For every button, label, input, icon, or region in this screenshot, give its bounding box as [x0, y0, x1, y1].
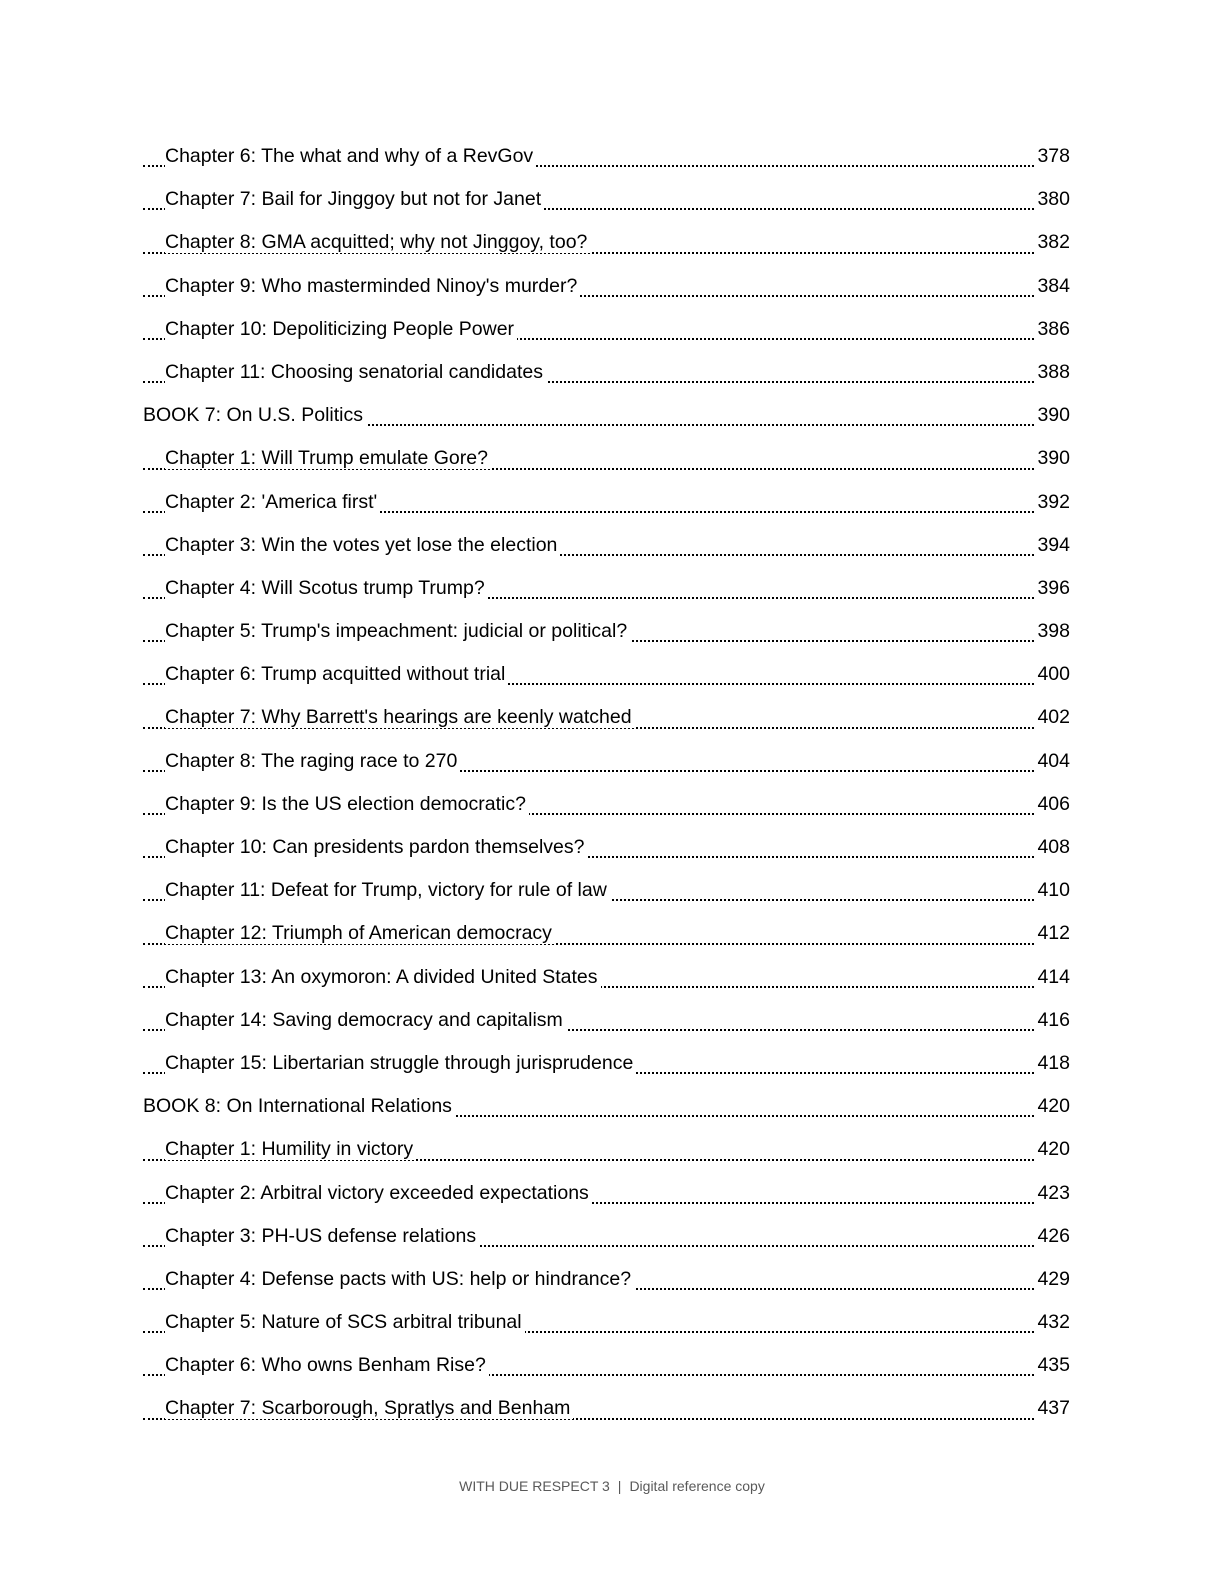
toc-chapter-entry[interactable]: [143, 1042, 1070, 1085]
toc-book-entry[interactable]: [143, 394, 1070, 437]
page-footer: [0, 1478, 1224, 1494]
toc-entry-page-number: 398: [1034, 610, 1070, 653]
toc-entry-page-number: 380: [1034, 178, 1070, 221]
toc-entry-page-number: 392: [1034, 481, 1070, 524]
toc-entry-title: Chapter 1: Humility in victory: [165, 1138, 416, 1160]
toc-chapter-entry[interactable]: [143, 481, 1070, 524]
toc-entry-page-number: 396: [1034, 567, 1070, 610]
toc-entry-title: BOOK 8: On International Relations: [143, 1095, 455, 1117]
toc-chapter-entry[interactable]: [143, 265, 1070, 308]
toc-entry-title: Chapter 6: Who owns Benham Rise?: [165, 1354, 489, 1376]
toc-entry-title: Chapter 2: Arbitral victory exceeded expectations: [165, 1182, 592, 1204]
toc-entry-title: Chapter 10: Depoliticizing People Power: [165, 318, 517, 340]
toc-entry-page-number: 406: [1034, 783, 1070, 826]
toc-chapter-entry[interactable]: [143, 826, 1070, 869]
toc-entry-title: Chapter 9: Who masterminded Ninoy's murder?: [165, 275, 580, 297]
toc-chapter-entry[interactable]: [143, 653, 1070, 696]
toc-entry-page-number: 378: [1034, 135, 1070, 178]
toc-chapter-entry[interactable]: [143, 1258, 1070, 1301]
toc-entry-page-number: 408: [1034, 826, 1070, 869]
toc-chapter-entry[interactable]: [143, 1172, 1070, 1215]
toc-entry-page-number: 384: [1034, 265, 1070, 308]
toc-entry-page-number: 437: [1034, 1387, 1070, 1430]
toc-chapter-entry[interactable]: [143, 696, 1070, 739]
toc-entry-title: Chapter 10: Can presidents pardon themselves?: [165, 836, 588, 858]
toc-entry-page-number: 412: [1034, 912, 1070, 955]
toc-entry-title: Chapter 2: 'America first': [165, 491, 380, 513]
toc-chapter-entry[interactable]: [143, 783, 1070, 826]
toc-entry-title: Chapter 5: Nature of SCS arbitral tribunal: [165, 1311, 525, 1333]
table-of-contents: [143, 135, 1070, 1431]
toc-entry-page-number: 394: [1034, 524, 1070, 567]
toc-chapter-entry[interactable]: [143, 1387, 1070, 1430]
footer-book-title: WITH DUE RESPECT 3: [459, 1478, 610, 1494]
toc-entry-page-number: 414: [1034, 956, 1070, 999]
toc-entry-page-number: 420: [1034, 1128, 1070, 1171]
footer-note: Digital reference copy: [629, 1478, 765, 1494]
toc-chapter-entry[interactable]: [143, 351, 1070, 394]
toc-entry-page-number: 420: [1034, 1085, 1070, 1128]
toc-chapter-entry[interactable]: [143, 740, 1070, 783]
toc-entry-page-number: 390: [1034, 437, 1070, 480]
toc-entry-page-number: 390: [1034, 394, 1070, 437]
toc-entry-title: Chapter 6: Trump acquitted without trial: [165, 663, 508, 685]
toc-entry-page-number: 423: [1034, 1172, 1070, 1215]
toc-entry-title: Chapter 12: Triumph of American democracy: [165, 922, 555, 944]
toc-entry-page-number: 388: [1034, 351, 1070, 394]
toc-entry-title: Chapter 9: Is the US election democratic?: [165, 793, 529, 815]
toc-entry-page-number: 435: [1034, 1344, 1070, 1387]
toc-entry-title: Chapter 13: An oxymoron: A divided United States: [165, 966, 601, 988]
toc-entry-title: Chapter 5: Trump's impeachment: judicial or political?: [165, 620, 630, 642]
toc-chapter-entry[interactable]: [143, 178, 1070, 221]
toc-entry-title: Chapter 4: Will Scotus trump Trump?: [165, 577, 488, 599]
toc-entry-page-number: 400: [1034, 653, 1070, 696]
toc-chapter-entry[interactable]: [143, 1344, 1070, 1387]
toc-chapter-entry[interactable]: [143, 221, 1070, 264]
toc-entry-page-number: 429: [1034, 1258, 1070, 1301]
toc-entry-page-number: 402: [1034, 696, 1070, 739]
toc-entry-title: Chapter 8: The raging race to 270: [165, 750, 460, 772]
toc-chapter-entry[interactable]: [143, 956, 1070, 999]
toc-entry-page-number: 410: [1034, 869, 1070, 912]
toc-chapter-entry[interactable]: [143, 567, 1070, 610]
toc-entry-title: Chapter 11: Defeat for Trump, victory for rule of law: [165, 879, 610, 901]
toc-chapter-entry[interactable]: [143, 912, 1070, 955]
toc-entry-title: Chapter 6: The what and why of a RevGov: [165, 145, 536, 167]
toc-entry-title: Chapter 8: GMA acquitted; why not Jinggoy, too?: [165, 231, 590, 253]
toc-entry-title: BOOK 7: On U.S. Politics: [143, 404, 366, 426]
toc-chapter-entry[interactable]: [143, 610, 1070, 653]
toc-chapter-entry[interactable]: [143, 1301, 1070, 1344]
toc-chapter-entry[interactable]: [143, 1128, 1070, 1171]
toc-chapter-entry[interactable]: [143, 1215, 1070, 1258]
toc-entry-page-number: 426: [1034, 1215, 1070, 1258]
toc-entry-title: Chapter 1: Will Trump emulate Gore?: [165, 447, 491, 469]
toc-chapter-entry[interactable]: [143, 999, 1070, 1042]
toc-entry-title: Chapter 7: Bail for Jinggoy but not for Janet: [165, 188, 544, 210]
toc-entry-title: Chapter 7: Scarborough, Spratlys and Benham: [165, 1397, 573, 1419]
toc-entry-title: Chapter 3: Win the votes yet lose the election: [165, 534, 560, 556]
toc-entry-page-number: 386: [1034, 308, 1070, 351]
toc-entry-page-number: 404: [1034, 740, 1070, 783]
toc-chapter-entry[interactable]: [143, 308, 1070, 351]
toc-chapter-entry[interactable]: [143, 135, 1070, 178]
toc-entry-page-number: 418: [1034, 1042, 1070, 1085]
toc-entry-page-number: 382: [1034, 221, 1070, 264]
toc-chapter-entry[interactable]: [143, 524, 1070, 567]
toc-entry-title: Chapter 7: Why Barrett's hearings are keenly watched: [165, 706, 635, 728]
toc-entry-page-number: 432: [1034, 1301, 1070, 1344]
toc-entry-title: Chapter 15: Libertarian struggle through jurisprudence: [165, 1052, 636, 1074]
toc-book-entry[interactable]: [143, 1085, 1070, 1128]
toc-chapter-entry[interactable]: [143, 869, 1070, 912]
toc-entry-title: Chapter 11: Choosing senatorial candidates: [165, 361, 546, 383]
toc-chapter-entry[interactable]: [143, 437, 1070, 480]
toc-entry-title: Chapter 4: Defense pacts with US: help or hindrance?: [165, 1268, 634, 1290]
toc-entry-title: Chapter 14: Saving democracy and capitalism: [165, 1009, 566, 1031]
toc-entry-title: Chapter 3: PH-US defense relations: [165, 1225, 479, 1247]
toc-entry-page-number: 416: [1034, 999, 1070, 1042]
footer-separator: |: [617, 1478, 622, 1494]
